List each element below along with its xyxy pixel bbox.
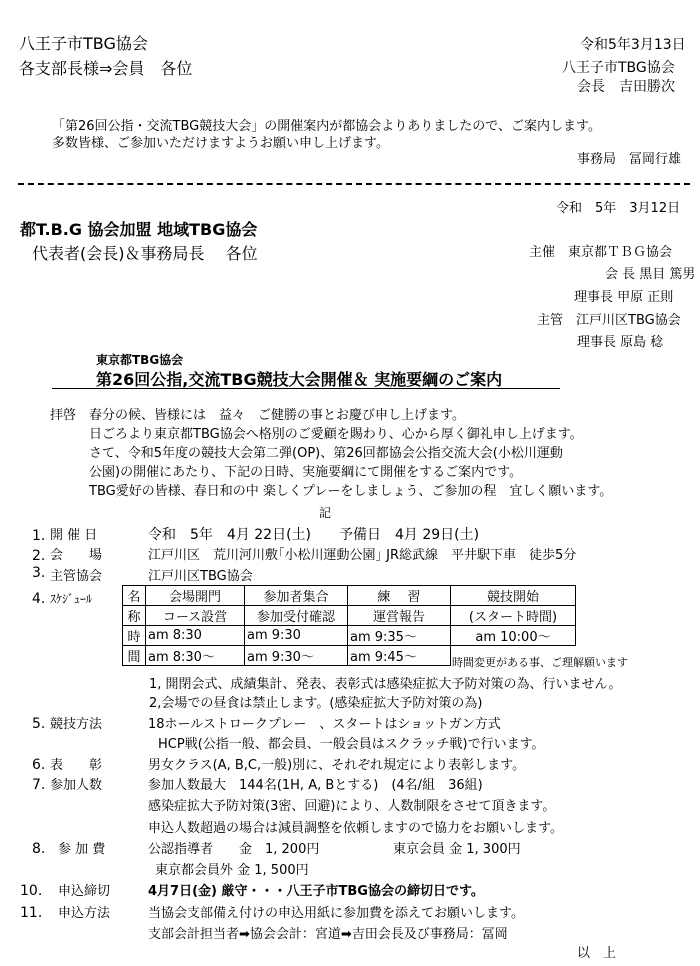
item-10-label: 申込締切 (58, 884, 111, 899)
header-text: 練 習 (377, 590, 421, 605)
table-row (123, 586, 576, 606)
item-7-value-3: 申込人数超過の場合は減員調整を依頼しますので協力をお願いします。 (148, 821, 563, 836)
table-row (123, 626, 576, 646)
item-5-number: 5. (32, 716, 46, 732)
header-text: 称 (123, 606, 146, 626)
item-3-label: 主管協会 (50, 569, 103, 584)
title-preface: 東京都TBG協会 (96, 353, 184, 367)
cover-message-2: 多数皆様、ご参加いただけますようお願い申し上げます。 (52, 136, 389, 151)
schedule-header-gate (146, 586, 245, 606)
item-11-label: 申込方法 (58, 906, 111, 921)
item-5-value-2: HCP戦(公指一般、都会員、一般会員はスクラッチ戦)で行います。 (158, 737, 545, 752)
cover-recipient: 各支部長様⇒会員 各位 (19, 59, 193, 78)
greeting-line-5: TBG愛好の皆様、春日和の中 楽しくプレーをしましょう、ご参加の程 宜しく願います。 (89, 484, 613, 499)
cover-org: 八王子市TBG協会 (19, 34, 148, 53)
greeting-line-2: 日ごろより東京都TBG協会へ格別のご愛顧を賜わり、心から厚く御礼申し上げます。 (89, 427, 583, 442)
cover-date: 令和5年3月13日 (580, 37, 686, 53)
schedule-table (122, 585, 576, 666)
header-text: 競技開始 (486, 590, 539, 605)
greeting-line-4: 公園)の開催にあたり、下記の日時、実施要綱にて開催をするご案内です。 (89, 465, 523, 480)
cover-message-1: 「第26回公指・交流TBG競技大会」の開催案内が都協会よりありましたので、ご案内します。 (52, 119, 601, 134)
header-text: 名 (127, 590, 141, 605)
item-4-number: 4. (32, 591, 46, 607)
title-underline (52, 388, 560, 389)
item-10-number: 10. (20, 883, 43, 899)
header-text: 運営報告 (348, 606, 451, 626)
schedule-header-assembly (245, 586, 348, 606)
cover-office: 事務局 冨岡行雄 (577, 152, 682, 167)
schedule-note: 時間変更がある事、ご理解願います (452, 656, 628, 669)
item-7-value-1: 参加人数最大 144名(1H, A, Bとする) (4名/組 36組) (148, 778, 483, 793)
item-8-label: 参 加 費 (58, 842, 106, 857)
greeting-line-1: 拝啓 春分の候、皆様には 益々 ご健勝の事とお慶び申し上げます。 (50, 408, 465, 423)
item-11-number: 11. (20, 905, 43, 921)
table-cell: 間 (123, 646, 146, 666)
co-host-director: 理事長 原島 稔 (577, 335, 664, 350)
table-cell: am 8:30～ (146, 646, 245, 666)
item-6-label: 表 彰 (50, 758, 103, 773)
item-8-value-2: 東京会員 金 1, 300円 (393, 842, 521, 857)
item-2-number: 2. (32, 548, 46, 564)
host-chairman: 会 長 黒目 篤男 (605, 267, 696, 282)
item-7-label: 参加人数 (50, 778, 103, 793)
greeting-line-3: さて、令和5年度の競技大会第二弾(OP)、第26回都協会公指交流大会(小松川運動 (89, 446, 563, 461)
cover-from-org: 八王子市TBG協会 (562, 60, 675, 76)
item-7-number: 7. (32, 777, 46, 793)
co-host-organizer: 主管 江戸川区TBG協会 (537, 313, 681, 328)
table-cell: am 9:30 (245, 626, 348, 646)
item-10-value: 4月7日(金) 厳守・・・八王子市TBG協会の締切日です。 (148, 884, 484, 899)
schedule-header-practice (348, 586, 451, 606)
header-text: 参加受付確認 (245, 606, 348, 626)
header-text: 会場開門 (168, 590, 221, 605)
table-cell: am 9:45～ (348, 646, 451, 666)
closing-mark: 以 上 (577, 946, 617, 961)
table-cell: am 10:00～ (451, 626, 576, 646)
item-1-number: 1. (32, 528, 46, 544)
item-11-value-2: 支部会計担当者➡協会会計：宮道➡吉田会長及び事務局：冨岡 (148, 927, 508, 942)
table-row (123, 606, 576, 626)
item-4-label: ｽｹｼﾞｭｰﾙ (50, 592, 93, 606)
item-6-number: 6. (32, 757, 46, 773)
item-2-label: 会 場 (50, 548, 103, 563)
schedule-extra-1: 1, 開閉会式、成績集計、発表、表彰式は感染症拡大予防対策の為、行いません。 (149, 677, 622, 692)
cover-from-person: 会長 吉田勝次 (577, 79, 675, 95)
header-text: 参加者集合 (263, 590, 329, 605)
table-cell: am 8:30 (146, 626, 245, 646)
schedule-header-start (451, 586, 576, 606)
schedule-header-name (123, 586, 146, 606)
notice-recipient-person: 代表者(会長)＆事務局長 各位 (32, 244, 258, 263)
table-cell: am 9:30～ (245, 646, 348, 666)
schedule-extra-2: 2,会場での昼食は禁止します。(感染症拡大予防対策の為) (149, 696, 483, 711)
cut-line-divider (18, 183, 690, 185)
item-11-value-1: 当協会支部備え付けの申込用紙に参加費を添えてお願いします。 (148, 906, 524, 921)
item-7-value-2: 感染症拡大予防対策(3密、回避)により、人数制限をさせて頂きます。 (148, 799, 556, 814)
item-8-value-3: 東京都会員外 金 1, 500円 (155, 863, 309, 878)
item-3-value: 江戸川区TBG協会 (148, 569, 253, 584)
notice-recipient-org: 都T.B.G 協会加盟 地域TBG協会 (20, 220, 258, 239)
item-8-number: 8. (32, 841, 46, 857)
item-5-label: 競技方法 (50, 717, 103, 732)
item-1-label: 開 催 日 (50, 528, 98, 543)
header-text: (スタート時間) (451, 606, 576, 626)
item-1-value: 令和 5年 4月 22日(土) 予備日 4月 29日(土) (148, 527, 480, 543)
notice-title: 第26回公指,交流TBG競技大会開催＆ 実施要綱のご案内 (96, 370, 503, 389)
header-text: コース設営 (146, 606, 245, 626)
notice-date: 令和 5年 3月12日 (556, 201, 681, 216)
item-6-value: 男女クラス(A, B,C,一般)別に、それぞれ規定により表彰します。 (148, 758, 526, 773)
table-cell: 時 (123, 626, 146, 646)
host-organizer: 主催 東京都ＴＢＧ協会 (529, 245, 673, 260)
item-5-value-1: 18ホールストロークプレー 、スタートはショットガン方式 (148, 717, 501, 732)
item-2-value: 江戸川区 荒川河川敷｢小松川運動公園｣ JR総武線 平井駅下車 徒歩5分 (148, 548, 577, 563)
ki-marker: 記 (319, 506, 332, 520)
host-director: 理事長 甲原 正則 (574, 290, 674, 305)
table-cell: am 9:35～ (348, 626, 451, 646)
item-3-number: 3. (32, 565, 46, 581)
item-8-value-1: 公認指導者 金 1, 200円 (148, 842, 320, 857)
